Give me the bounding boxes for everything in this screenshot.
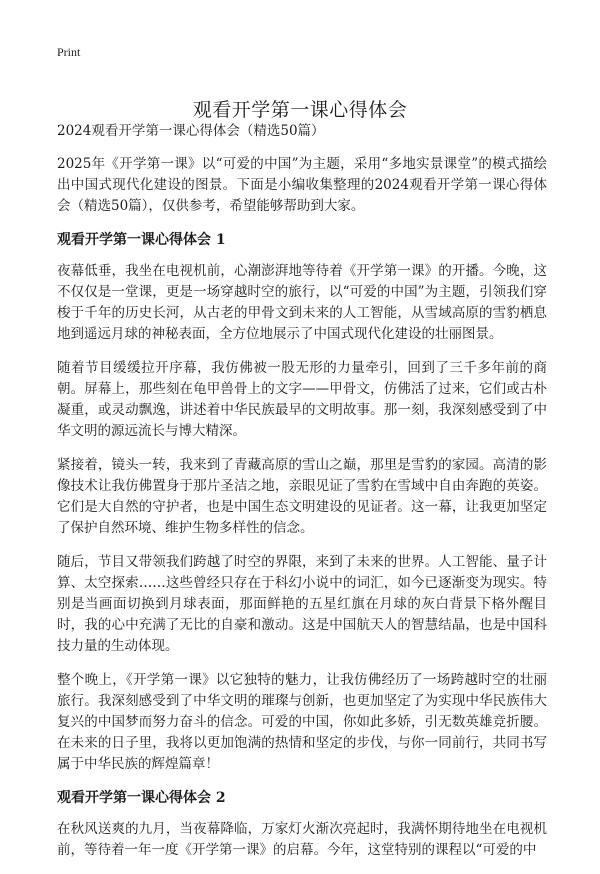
section-1-paragraph-1: 夜幕低垂，我坐在电视机前，心潮澎湃地等待着《开学第一课》的开播。今晚，这不仅仅是一堂课，更是一场穿越时空的旅行，以“可爱的中国”为主题，引领我们穿梭于千年的历史长河，从古老的甲骨文到未来的人工智能，从雪域高原的雪豹栖息地到遥远月球的神秘表面，全方位地展示了中国式现代化建设的壮丽图景。 [57, 263, 547, 342]
article-title: 观看开学第一课心得体会 [192, 98, 408, 121]
section-1-paragraph-5: 整个晚上，《开学第一课》以它独特的魅力，让我仿佛经历了一场跨越时空的壮丽旅行。我深刻感受到了中华文明的璀璨与创新，也更加坚定了为实现中华民族伟大复兴的中国梦而努力奋斗的信念。可爱的中国，你如此多娇，引无数英雄竞折腰。在未来的日子里，我将以更加饱满的热情和坚定的步伐，与你一同前行，共同书写属于中华民族的辉煌篇章！ [57, 672, 547, 772]
article-body [57, 121, 547, 874]
section-heading-1: 观看开学第一课心得体会 1 [57, 232, 226, 248]
section-2-paragraph-1: 在秋风送爽的九月，当夜幕降临，万家灯火渐次亮起时，我满怀期待地坐在电视机前，等待着一年一度《开学第一课》的启幕。今年，这堂特别的课程以“可爱的中 [57, 821, 547, 858]
print-link[interactable]: Print [57, 45, 81, 59]
section-1-paragraph-3: 紧接着，镜头一转，我来到了青藏高原的雪山之巅，那里是雪豹的家园。高清的影像技术让我仿佛置身于那片圣洁之地，亲眼见证了雪豹在雪域中自由奔跑的英姿。它们是大自然的守护者，也是中国生态文明建设的见证者。这一幕，让我更加坚定了保护自然环境、维护生物多样性的信念。 [57, 457, 547, 536]
article-subtitle: 2024观看开学第一课心得体会（精选50篇） [57, 123, 325, 139]
intro-paragraph: 2025年《开学第一课》以“可爱的中国”为主题，采用“多地实景课堂”的模式描绘出中国式现代化建设的图景。下面是小编收集整理的2024观看开学第一课心得体会（精选50篇），仅供参考，希望能够帮助到大家。 [57, 156, 547, 214]
section-1-paragraph-2: 随着节目缓缓拉开序幕，我仿佛被一股无形的力量牵引，回到了三千多年前的商朝。屏幕上，那些刻在龟甲兽骨上的文字——甲骨文，仿佛活了过来，它们或古朴凝重，或灵动飘逸，讲述着中华民族最早的文明故事。那一刻，我深刻感受到了中华文明的源远流长与博大精深。 [57, 360, 547, 439]
section-1-paragraph-4: 随后，节目又带领我们跨越了时空的界限，来到了未来的世界。人工智能、量子计算、太空探索……这些曾经只存在于科幻小说中的词汇，如今已逐渐变为现实。特别是当画面切换到月球表面，那面鲜艳的五星红旗在月球的灰白背景下格外醒目时，我的心中充满了无比的自豪和激动。这是中国航天人的智慧结晶，也是中国科技力量的生动体现。 [57, 554, 547, 654]
section-heading-2: 观看开学第一课心得体会 2 [57, 790, 226, 806]
